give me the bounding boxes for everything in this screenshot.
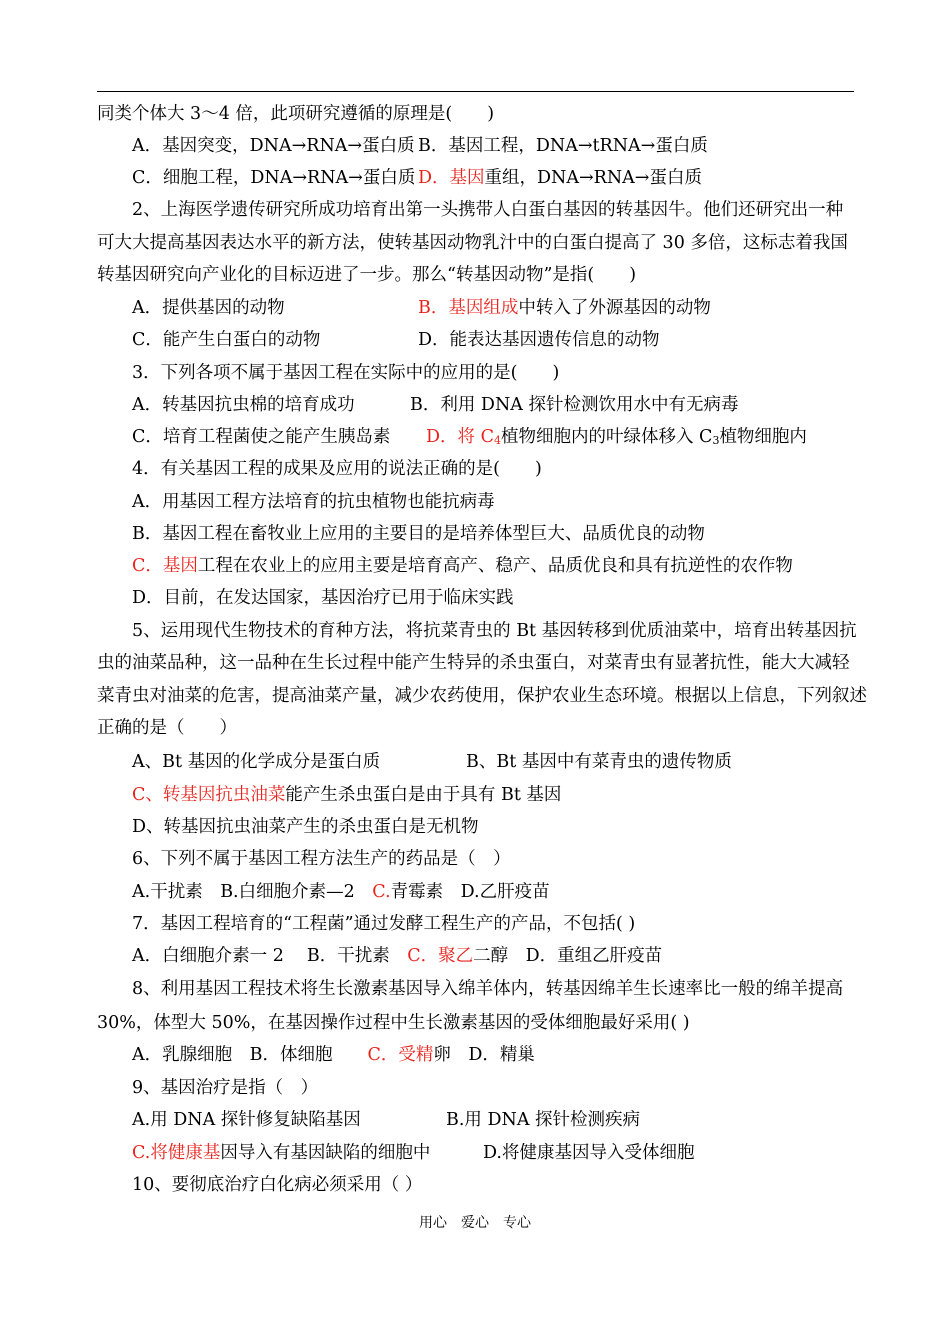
text-line: [132, 586, 514, 610]
text-line: [132, 361, 559, 385]
text-line: [446, 1108, 640, 1132]
text-line: [418, 296, 711, 320]
text-line: [132, 977, 843, 1001]
text-segment: 植物细胞内: [719, 427, 807, 447]
text-segment: B.用 DNA 探针检测疾病: [446, 1110, 641, 1130]
text-segment: 4．有关基因工程的成果及应用的说法正确的是( ): [132, 459, 542, 479]
text-segment: C．细胞工程，DNA→RNA→蛋白质: [132, 168, 416, 188]
text-segment: B．基因工程在畜牧业上应用的主要目的是培养体型巨大、品质优良的动物: [132, 524, 705, 544]
text-segment: 3: [712, 434, 720, 447]
answer-highlight: 4: [493, 434, 501, 447]
text-segment: 转基因研究向产业化的目标迈进了一步。那么“转基因动物”是指( ): [97, 265, 637, 285]
text-segment: 中转入了外源基因的动物: [518, 298, 711, 318]
text-segment: C．培育工程菌使之能产生胰岛素: [132, 427, 391, 447]
text-line: [132, 425, 390, 449]
text-line: [132, 1108, 361, 1132]
text-line: [97, 231, 848, 255]
text-segment: A．基因突变，DNA→RNA→蛋白质: [132, 136, 415, 156]
text-line: [418, 166, 702, 190]
text-line: [132, 1141, 430, 1165]
text-line: [132, 296, 285, 320]
answer-highlight: B．基因组成: [418, 298, 519, 318]
answer-highlight: D．基因: [418, 168, 485, 188]
text-segment: 二醇 D．重组乙肝疫苗: [473, 946, 663, 966]
text-segment: A．白细胞介素一 2 B．干扰素: [132, 946, 408, 966]
text-line: [132, 880, 550, 904]
text-segment: 9、基因治疗是指（ ）: [132, 1078, 319, 1098]
text-segment: B．基因工程，DNA→tRNA→蛋白质: [418, 136, 708, 156]
text-segment: D、转基因抗虫油菜产生的杀虫蛋白是无机物: [132, 817, 479, 837]
text-line: [97, 651, 850, 675]
text-segment: D.将健康基因导入受体细胞: [483, 1143, 695, 1163]
answer-highlight: C.: [372, 882, 391, 902]
text-line: [483, 1141, 694, 1165]
text-line: [132, 750, 380, 774]
text-line: [132, 393, 355, 417]
text-segment: 7．基因工程培育的“工程菌”通过发酵工程生产的产品，不包括( ): [132, 914, 636, 934]
text-segment: 重组，DNA→RNA→蛋白质: [484, 168, 702, 188]
text-segment: 10、要彻底治疗白化病必须采用（ ）: [132, 1175, 423, 1195]
text-segment: A.用 DNA 探针修复缺陷基因: [132, 1110, 361, 1130]
text-segment: A．用基因工程方法培育的抗虫植物也能抗病毒: [132, 492, 495, 512]
text-line: [97, 716, 237, 740]
text-segment: 虫的油菜品种，这一品种在生长过程中能产生特异的杀虫蛋白，对菜青虫有显著抗性，能大大减轻: [97, 653, 850, 673]
text-line: [97, 684, 867, 708]
answer-highlight: C．聚乙: [407, 946, 474, 966]
text-segment: 卵 D．精巢: [433, 1045, 535, 1065]
text-segment: 同类个体大 3～4 倍，此项研究遵循的原理是( ): [97, 104, 495, 124]
text-line: [132, 1043, 535, 1067]
text-segment: D．能表达基因遗传信息的动物: [418, 330, 660, 350]
text-line: [132, 1173, 422, 1197]
text-segment: 正确的是（ ）: [97, 718, 237, 738]
text-segment: 8、利用基因工程技术将生长激素基因导入绵羊体内，转基因绵羊生长速率比一般的绵羊提高: [132, 979, 844, 999]
text-line: [132, 522, 705, 546]
text-segment: 能产生杀虫蛋白是由于具有 Bt 基因: [285, 785, 562, 805]
text-segment: 菜青虫对油菜的危害，提高油菜产量，减少农药使用，保护农业生态环境。根据以上信息，下列叙述: [97, 686, 867, 706]
text-segment: A、Bt 基因的化学成分是蛋白质: [132, 752, 381, 772]
text-segment: 3．下列各项不属于基因工程在实际中的应用的是( ): [132, 363, 560, 383]
answer-highlight: C.将健康基: [132, 1143, 221, 1163]
text-line: [97, 263, 636, 287]
text-segment: 6、下列不属于基因工程方法生产的药品是（ ）: [132, 849, 511, 869]
text-line: [410, 393, 738, 417]
text-segment: B．利用 DNA 探针检测饮用水中有无病毒: [410, 395, 739, 415]
text-segment: 工程在农业上的应用主要是培育高产、稳产、品质优良和具有抗逆性的农作物: [197, 556, 793, 576]
text-line: [132, 328, 320, 352]
text-segment: 植物细胞内的叶绿体移入 C: [500, 427, 713, 447]
text-line: [132, 490, 495, 514]
text-line: [132, 134, 415, 158]
text-line: [132, 457, 542, 481]
answer-highlight: C、转基因抗虫油菜: [132, 785, 286, 805]
text-segment: B、Bt 基因中有菜青虫的遗传物质: [466, 752, 732, 772]
text-line: [132, 847, 511, 871]
text-segment: 青霉素 D.乙肝疫苗: [390, 882, 550, 902]
text-line: [132, 944, 662, 968]
text-line: [132, 783, 561, 807]
text-line: [132, 619, 857, 643]
text-line: [132, 815, 479, 839]
answer-highlight: D．将 C: [426, 427, 494, 447]
text-line: [132, 1076, 318, 1100]
text-segment: A．转基因抗虫棉的培育成功: [132, 395, 355, 415]
text-segment: 2、上海医学遗传研究所成功培育出第一头携带人白蛋白基因的转基因牛。他们还研究出一种: [132, 200, 844, 220]
text-line: [426, 425, 807, 453]
text-segment: 30%，体型大 50%，在基因操作过程中生长激素基因的受体细胞最好采用( ): [97, 1013, 690, 1033]
text-line: [132, 198, 843, 222]
text-segment: A．提供基因的动物: [132, 298, 285, 318]
text-segment: C．能产生白蛋白的动物: [132, 330, 321, 350]
text-line: [132, 166, 415, 190]
answer-highlight: C．基因: [132, 556, 198, 576]
answer-highlight: C．受精: [367, 1045, 434, 1065]
text-line: [466, 750, 732, 774]
header-rule: [97, 91, 854, 92]
text-segment: 可大大提高基因表达水平的新方法，使转基因动物乳汁中的白蛋白提高了 30 多倍，这标志着我国: [97, 233, 848, 253]
text-line: [97, 1011, 690, 1035]
text-segment: 5、运用现代生物技术的育种方法，将抗菜青虫的 Bt 基因转移到优质油菜中，培育出转基因抗: [132, 621, 857, 641]
text-segment: A．乳腺细胞 B．体细胞: [132, 1045, 368, 1065]
text-line: [97, 102, 494, 126]
text-segment: 因导入有基因缺陷的细胞中: [220, 1143, 431, 1163]
text-line: [132, 554, 793, 578]
text-line: [132, 912, 635, 936]
text-line: [418, 134, 708, 158]
page-footer: 用心 爱心 专心: [419, 1215, 531, 1231]
text-line: [418, 328, 660, 352]
text-segment: A.干扰素 B.白细胞介素—2: [132, 882, 373, 902]
text-segment: D．目前，在发达国家，基因治疗已用于临床实践: [132, 588, 514, 608]
